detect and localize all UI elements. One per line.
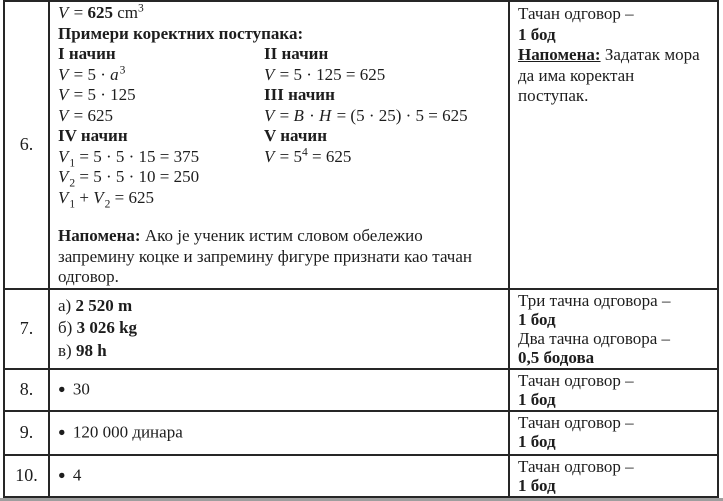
scoring-cell <box>509 369 718 411</box>
task-number-cell <box>4 289 49 369</box>
scoring-cell <box>509 411 718 455</box>
answer-line: ● 120 000 динара <box>58 422 183 442</box>
method-line: $V_1 + V_2 = 625$ <box>58 187 154 210</box>
solution-note-line: Напомена: Ако је ученик истим словом обележио <box>58 226 423 245</box>
method-line: III начин <box>264 85 335 104</box>
solution-note-line: одговор. <box>58 267 119 286</box>
solution-volume-line: V = 625 $cm^3$ <box>58 2 144 22</box>
scoring-line: 1 бод <box>518 476 556 496</box>
task-number: 7. <box>19 318 34 339</box>
answer-line: в) 98 h <box>58 340 107 360</box>
scoring-line: Тачан одговор – <box>518 4 634 23</box>
scoring-line: Три тачна одговора – <box>518 290 671 310</box>
task-number-cell <box>4 369 49 411</box>
task-number-cell <box>4 455 49 497</box>
table-row-task-10 <box>4 455 718 497</box>
solution-cell <box>49 455 509 497</box>
solution-cell <box>49 411 509 455</box>
scoring-line: да има коректан <box>518 65 635 85</box>
scoring-line: поступак. <box>518 86 589 105</box>
methods-columns <box>58 44 502 208</box>
scoring-line: Тачан одговор – <box>518 412 634 432</box>
scoring-line: Тачан одговор – <box>518 456 634 476</box>
table-row-task-6 <box>4 1 718 289</box>
solution-examples-heading: Примери коректних поступака: <box>58 23 304 43</box>
scoring-line: 1 бод <box>518 390 556 410</box>
solution-cell <box>49 1 509 289</box>
task-number-cell <box>4 1 49 289</box>
method-line: V начин <box>264 126 328 145</box>
method-line: $V = 5 \cdot a^3$ <box>58 63 126 84</box>
methods-left-column <box>58 44 264 208</box>
method-line: $V_2 = 5 \cdot 5 \cdot 10 = 250$ <box>58 167 200 190</box>
table-row-task-7 <box>4 289 718 369</box>
method-line: I начин <box>58 44 116 63</box>
method-line: $V = 5^4 = 625$ <box>264 145 352 166</box>
scoring-table <box>3 0 719 498</box>
scoring-cell <box>509 1 718 289</box>
solution-note <box>58 226 502 288</box>
method-line: V = 625 <box>58 105 113 125</box>
table-row-task-9 <box>4 411 718 455</box>
method-line: IV начин <box>58 126 128 145</box>
method-line: II начин <box>264 44 329 63</box>
task-number: 9. <box>19 422 34 443</box>
answer-line: ● 30 <box>58 379 90 399</box>
answer-line: ● 4 <box>58 465 82 485</box>
solution-note-line: запремину коцке и запремину фигуре признати као тачан <box>58 246 473 266</box>
task-number: 10. <box>15 465 38 486</box>
answer-line: а) 2 520 m <box>58 295 133 315</box>
scoring-line: 0,5 бодова <box>518 348 595 368</box>
methods-right-column <box>264 44 502 208</box>
method-line: V = 5 · 125 = 625 <box>264 64 386 84</box>
method-line: V = B · H = (5 · 25) · 5 = 625 <box>264 105 468 125</box>
solution-cell <box>49 289 509 369</box>
scoring-line: Два тачна одговора – <box>518 329 671 349</box>
scoring-line: Тачан одговор – <box>518 370 634 390</box>
task-number: 6. <box>19 134 34 155</box>
method-line: V = 5 · 125 <box>58 85 136 104</box>
scoring-line: Напомена: Задатак мора <box>518 45 700 64</box>
task-number-cell <box>4 411 49 455</box>
answer-line: б) 3 026 kg <box>58 318 138 337</box>
scoring-line: 1 бод <box>518 24 556 44</box>
scoring-line: 1 бод <box>518 432 556 452</box>
solution-cell <box>49 369 509 411</box>
table-row-task-8 <box>4 369 718 411</box>
scoring-cell <box>509 455 718 497</box>
scoring-cell <box>509 289 718 369</box>
task-number: 8. <box>19 379 34 400</box>
scoring-line: 1 бод <box>518 309 556 329</box>
method-line: $V_1 = 5 \cdot 5 \cdot 15 = 375$ <box>58 146 200 169</box>
